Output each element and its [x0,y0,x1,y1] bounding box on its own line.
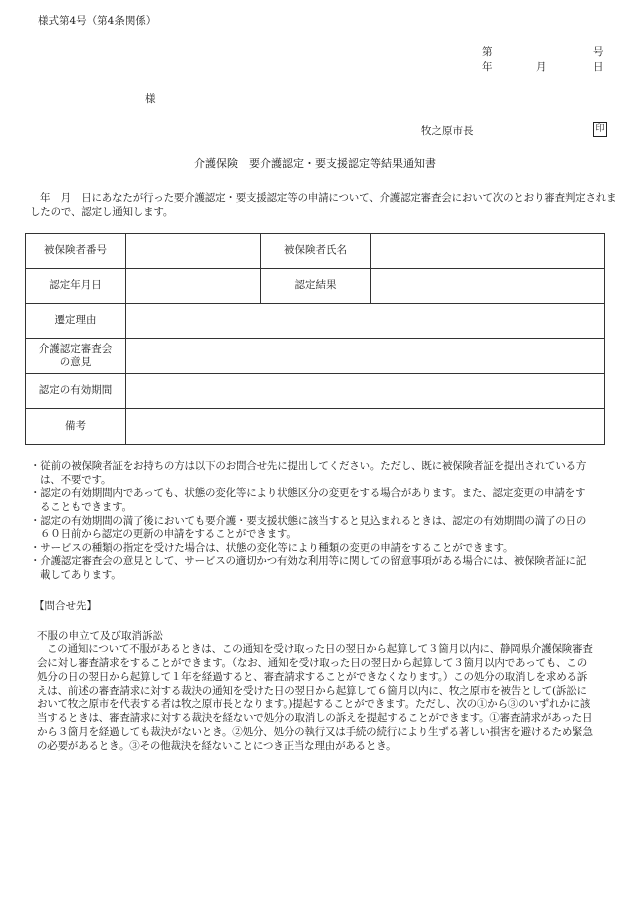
list-item: ・認定の有効期間内であっても、状態の変化等により状態区分の変更をする場合があります。また、認定変更の申請をすることもできます。 [30,487,586,513]
list-item: ・サービスの種類の指定を受けた場合は、状態の変化等により種類の変更の申請をすることができます。 [30,541,514,554]
table-row [26,269,605,304]
committee-opinion-value [126,339,605,374]
cert-result-value [371,269,605,304]
cert-date-label: 認定年月日 [26,269,126,304]
notes-list [30,460,590,583]
remarks-value [126,409,605,445]
table-row [26,304,605,339]
selection-reason-label: 遷定理由 [26,304,126,339]
committee-opinion-line1: 介護認定審査会 [38,342,113,355]
document-title: 介護保険 要介護認定・要支援認定等結果通知書 [194,157,436,170]
issuer-name: 牧之原市長 [421,125,474,137]
validity-period-value [126,374,605,409]
validity-period-label: 認定の有効期間 [26,374,126,409]
table-row [26,339,605,374]
selection-reason-value [126,304,605,339]
insured-number-label: 被保険者番号 [26,234,126,269]
table-row [26,409,605,445]
list-item: ・従前の被保険者証をお持ちの方は以下のお問合せ先に提出してください。ただし、既に被保険者証を提出されている方は、不要です。 [30,460,587,486]
appeal-heading: 不服の申立て及び取消訴訟 [37,630,163,642]
doc-no-prefix: 第 [482,46,493,58]
date-day: 日 [593,61,604,73]
certification-table [25,233,605,445]
intro-paragraph: 年 月 日にあなたが行った要介護認定・要支援認定等の申請について、介護認定審査会において次のとおり審査判定されましたので、認定し通知します。 [30,192,617,218]
document-number [478,46,606,60]
appeal-body: この通知について不服があるときは、この通知を受け取った日の翌日から起算して３箇月以内に、静岡県介護保険審査会に対し審査請求をすることができます。（なお、通知を受け取った日の翌日から起算して３箇月以内であっても、この処分の日の翌日から起算して１年を経過すると、審査請求することができなくなります。）この処分の取消しを求める訴えは、前述の審査請求に対する裁決の通知を受けた日の翌日から起算して６箇月以内に、牧之原市を被告として(訴訟において牧之原市を代表する者は牧之原市長となります。)提起することができます。ただし、次の①から③のいずれかに該当するときは、審査請求に対する裁決を経ないで処分の取消しの訴えを提起することができます。①審査請求があった日から３箇月を経過しても裁決がないとき。②処分、処分の執行又は手続の続行により生ずる著しい損害を避けるため緊急の必要があるとき。③その他裁決を経ないことにつき正当な理由があるとき。 [37,643,593,753]
insured-name-label: 被保険者氏名 [261,234,371,269]
committee-opinion-line2: の意見 [59,356,92,368]
date-year: 年 [482,61,493,73]
date-month: 月 [536,61,547,73]
doc-no-suffix: 号 [593,46,604,58]
contact-heading: 【問合せ先】 [34,600,97,612]
list-item: ・介護認定審査会の意見として、サービスの適切かつ有効な利用等に関しての留意事項がある場合には、被保険者証に記載してあります。 [30,555,586,582]
insured-number-value [126,234,261,269]
list-item: ・認定の有効期間の満了後においても要介護・要支援状態に該当すると見込まれるときは、認定の有効期間の満了の日の６０日前から認定の更新の申請をすることができます。 [30,514,587,541]
form-number: 様式第4号（第4条関係） [38,15,157,27]
table-row [26,374,605,409]
remarks-label: 備考 [26,409,126,445]
seal-stamp: 印 [593,122,607,137]
committee-opinion-label [26,339,126,374]
addressee-honorific: 様 [145,93,156,105]
table-row [26,234,605,269]
cert-result-label: 認定結果 [261,269,371,304]
document-date [478,61,606,75]
cert-date-value [126,269,261,304]
insured-name-value [371,234,605,269]
